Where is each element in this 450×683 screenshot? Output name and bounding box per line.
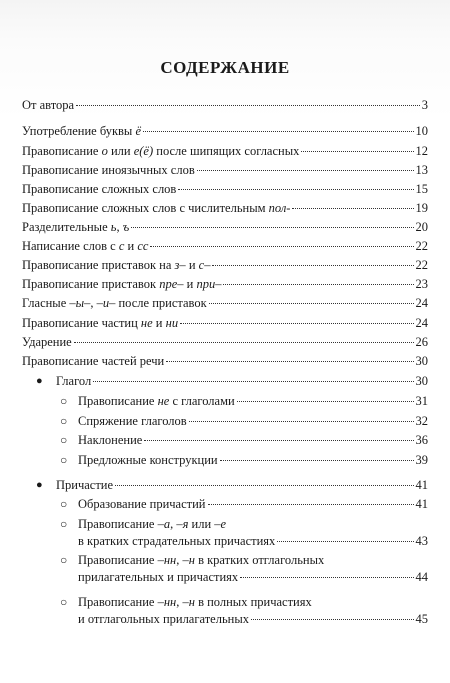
toc-subentry-line: Правописание –нн, –н в кратких отглагольных — [78, 553, 325, 567]
circle-bullet-icon: ○ — [60, 394, 68, 408]
toc-entry-label: Ударение — [22, 335, 72, 349]
circle-bullet-icon: ○ — [60, 497, 68, 511]
dot-leader — [189, 421, 414, 422]
toc-page-number: 13 — [415, 163, 428, 177]
bullet-icon: ● — [36, 375, 43, 387]
toc-entry-label: в кратких страдательных причастиях — [78, 534, 276, 548]
toc-entry-label: Употребление буквы ё — [22, 124, 142, 138]
toc-entry-label: Спряжение глаголов — [78, 414, 187, 428]
dot-leader — [180, 323, 413, 324]
toc-entry-label: Правописание частей речи — [22, 354, 165, 368]
toc-entry[interactable] — [22, 97, 428, 113]
circle-bullet-icon: ○ — [60, 414, 68, 428]
dot-leader — [277, 541, 413, 542]
toc-entry-label: Правописание иноязычных слов — [22, 163, 195, 177]
toc-entry[interactable] — [22, 276, 428, 292]
toc-entry[interactable] — [22, 143, 428, 159]
toc-entry-label: Правописание о или е(ё) после шипящих согласных — [22, 144, 300, 158]
dot-leader — [237, 401, 414, 402]
dot-leader — [240, 577, 413, 578]
toc-subentry[interactable] — [78, 393, 428, 409]
toc-page-number: 36 — [415, 433, 428, 447]
dot-leader — [93, 381, 413, 382]
toc-entry-label: Глагол — [56, 374, 92, 388]
dot-leader — [178, 189, 413, 190]
dot-leader — [208, 504, 414, 505]
toc-page-number: 41 — [415, 497, 428, 511]
circle-bullet-icon: ○ — [60, 595, 68, 609]
toc-page-number: 32 — [415, 414, 428, 428]
page-title: СОДЕРЖАНИЕ — [160, 58, 290, 77]
toc-subentry[interactable] — [78, 432, 428, 448]
toc-entry-label: Правописание сложных слов — [22, 182, 177, 196]
circle-bullet-icon: ○ — [60, 453, 68, 467]
toc-subentry-line: Правописание –нн, –н в полных причастиях — [78, 595, 312, 609]
dot-leader — [292, 208, 413, 209]
toc-entry-label: Правописание частиц не и ни — [22, 316, 179, 330]
toc-entry[interactable] — [22, 257, 428, 273]
toc-page-number: 30 — [415, 374, 428, 388]
toc-subentry[interactable] — [78, 611, 428, 627]
toc-entry-label: Правописание сложных слов с числительным пол- — [22, 201, 291, 215]
toc-entry[interactable] — [22, 334, 428, 350]
toc-entry[interactable] — [22, 295, 428, 311]
toc-entry[interactable] — [22, 238, 428, 254]
toc-subentry[interactable] — [78, 533, 428, 549]
toc-entry-label: прилагательных и причастиях — [78, 570, 239, 584]
toc-page-number: 44 — [415, 570, 428, 584]
toc-entry[interactable] — [22, 353, 428, 369]
toc-entry[interactable] — [22, 315, 428, 331]
toc-entry-label: От автора — [22, 98, 75, 112]
toc-entry-label: Разделительные ь, ъ — [22, 220, 130, 234]
dot-leader — [166, 361, 413, 362]
toc-page-number: 43 — [415, 534, 428, 548]
toc-entry-label: Наклонение — [78, 433, 143, 447]
circle-bullet-icon: ○ — [60, 433, 68, 447]
toc-subentry-line: Правописание –а, –я или –е — [78, 517, 227, 531]
toc-entry-label: Правописание приставок пре– и при– — [22, 277, 222, 291]
toc-page-number: 22 — [415, 258, 428, 272]
toc-page-number: 3 — [421, 98, 428, 112]
toc-page-number: 24 — [415, 316, 428, 330]
toc-entry-label: Написание слов с с и сс — [22, 239, 149, 253]
toc-entry[interactable] — [22, 123, 428, 139]
dot-leader — [76, 105, 420, 106]
toc-page-number: 26 — [415, 335, 428, 349]
toc-section-entry[interactable] — [56, 373, 428, 389]
dot-leader — [301, 151, 413, 152]
toc-page-number: 22 — [415, 239, 428, 253]
toc-page-number: 45 — [415, 612, 428, 626]
circle-bullet-icon: ○ — [60, 553, 68, 567]
toc-entry[interactable] — [22, 200, 428, 216]
toc-entry[interactable] — [22, 162, 428, 178]
toc-entry-label: Образование причастий — [78, 497, 206, 511]
toc-page-number: 12 — [415, 144, 428, 158]
toc-subentry[interactable] — [78, 496, 428, 512]
toc-section-entry[interactable] — [56, 477, 428, 493]
toc-entry-label: Правописание приставок на з– и с– — [22, 258, 211, 272]
toc-entry-label: Гласные –ы–, –и– после приставок — [22, 296, 207, 310]
dot-leader — [197, 170, 414, 171]
dot-leader — [144, 440, 413, 441]
toc-entry-label: Предложные конструкции — [78, 453, 218, 467]
dot-leader — [212, 265, 413, 266]
toc-entry[interactable] — [22, 181, 428, 197]
toc-page-number: 23 — [415, 277, 428, 291]
toc-entry-label: и отглагольных прилагательных — [78, 612, 249, 626]
toc-page-number: 31 — [415, 394, 428, 408]
toc-entry-label: Причастие — [56, 478, 114, 492]
dot-leader — [209, 303, 414, 304]
dot-leader — [115, 485, 413, 486]
toc-page-number: 41 — [415, 478, 428, 492]
toc-entry[interactable] — [22, 219, 428, 235]
dot-leader — [220, 460, 414, 461]
bullet-icon: ● — [36, 479, 43, 491]
toc-page-number: 19 — [415, 201, 428, 215]
toc-page-number: 30 — [415, 354, 428, 368]
circle-bullet-icon: ○ — [60, 517, 68, 531]
toc-subentry[interactable] — [78, 569, 428, 585]
toc-entry-label: Правописание не с глаголами — [78, 394, 235, 408]
toc-subentry[interactable] — [78, 452, 428, 468]
toc-page-number: 39 — [415, 453, 428, 467]
dot-leader — [143, 131, 413, 132]
toc-subentry[interactable] — [78, 413, 428, 429]
toc-page-number: 20 — [415, 220, 428, 234]
toc-page-number: 24 — [415, 296, 428, 310]
dot-leader — [74, 342, 414, 343]
toc-page-number: 15 — [415, 182, 428, 196]
dot-leader — [223, 284, 413, 285]
dot-leader — [131, 227, 413, 228]
toc-page-number: 10 — [415, 124, 428, 138]
dot-leader — [150, 246, 413, 247]
dot-leader — [251, 619, 414, 620]
